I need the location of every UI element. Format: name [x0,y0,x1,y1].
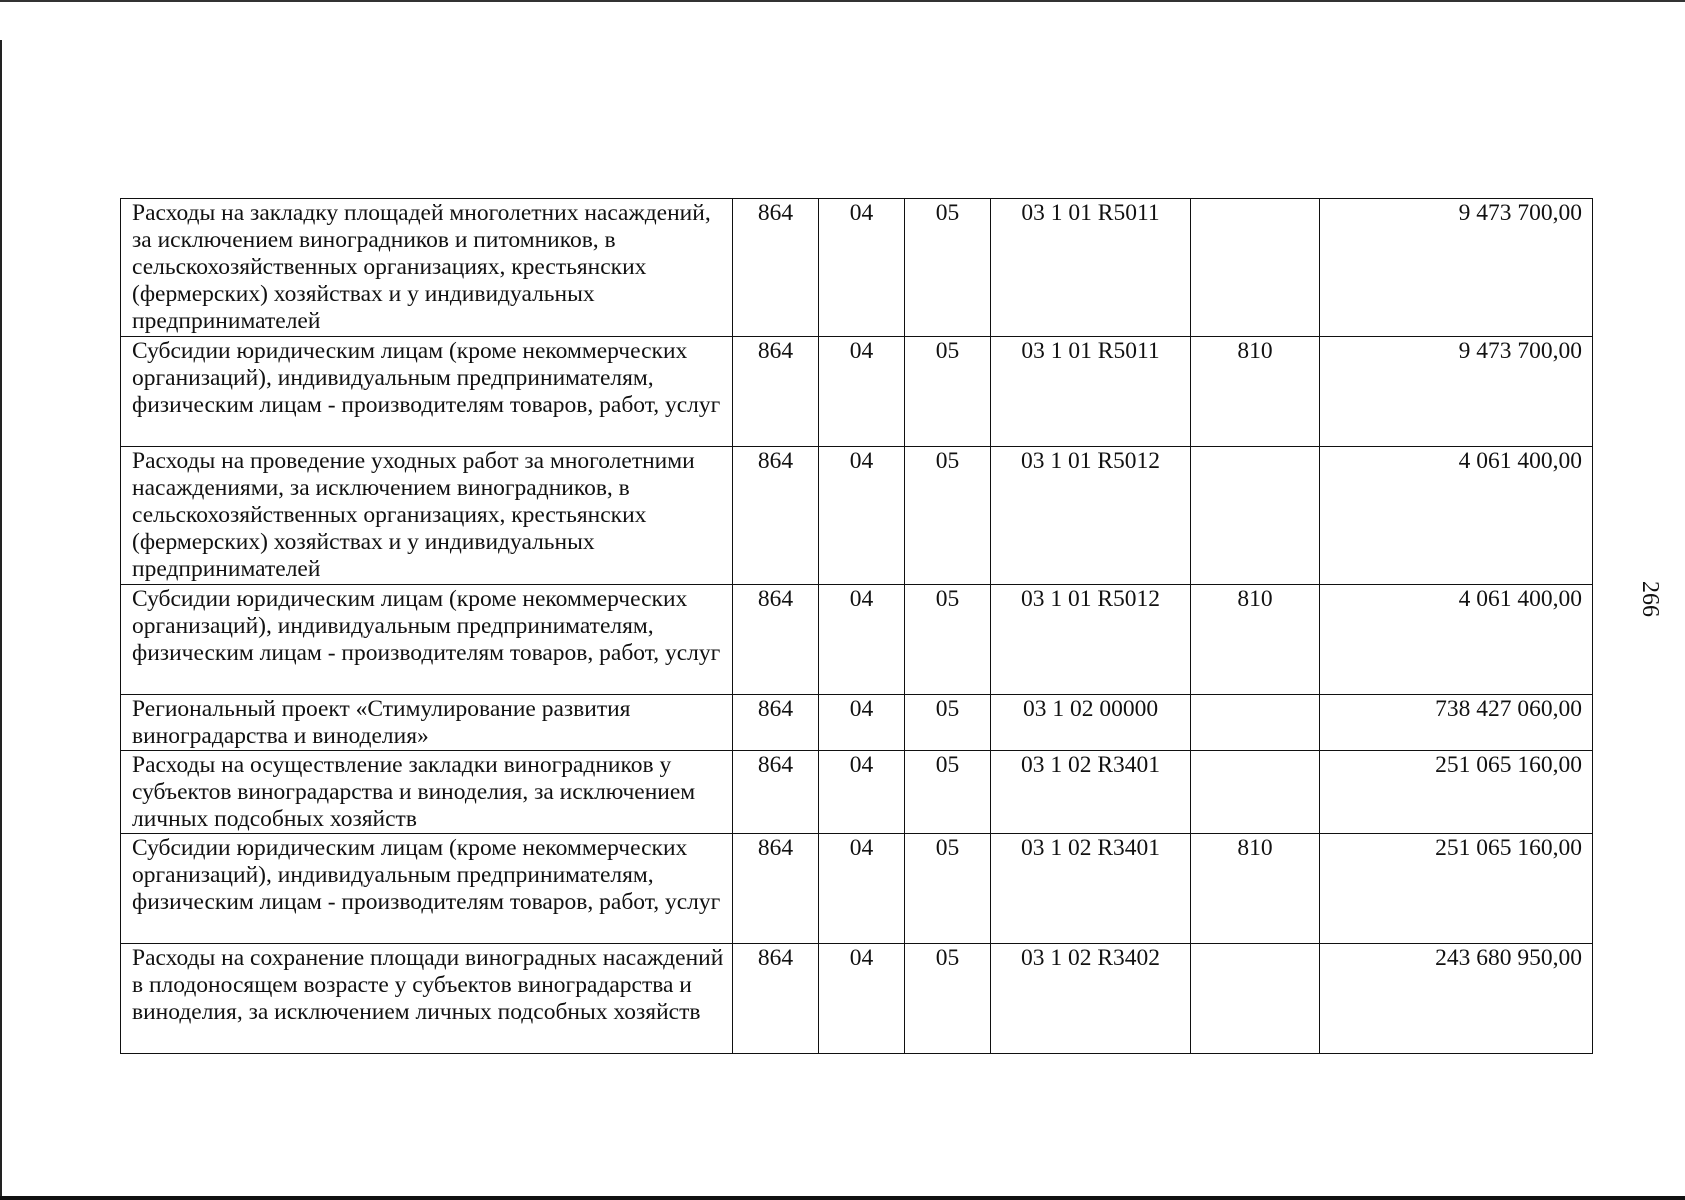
table-row [121,834,1593,944]
amount-value: 738 427 060,00 [1320,695,1593,751]
section-code: 04 [819,585,905,695]
table-row [121,751,1593,834]
ministry-code: 864 [733,834,819,944]
scan-border-bottom [0,1196,1685,1200]
section-code: 04 [819,337,905,447]
table-row [121,585,1593,695]
page-number: 266 [1637,581,1663,617]
subsection-code: 05 [905,751,991,834]
subsection-code: 05 [905,447,991,585]
ministry-code: 864 [733,585,819,695]
table-row [121,944,1593,1054]
expense-type-code: 810 [1191,585,1320,695]
table-row [121,447,1593,585]
target-article-code: 03 1 01 R5011 [991,199,1191,337]
amount-value: 251 065 160,00 [1320,834,1593,944]
ministry-code: 864 [733,695,819,751]
row-description: Расходы на осуществление закладки виноградников у субъектов виноградарства и виноделия, за исключением личных подсобных хозяйств [121,751,733,834]
amount-value: 243 680 950,00 [1320,944,1593,1054]
amount-value: 251 065 160,00 [1320,751,1593,834]
expense-type-code [1191,199,1320,337]
section-code: 04 [819,751,905,834]
target-article-code: 03 1 02 R3402 [991,944,1191,1054]
subsection-code: 05 [905,199,991,337]
section-code: 04 [819,695,905,751]
amount-value: 4 061 400,00 [1320,447,1593,585]
target-article-code: 03 1 02 00000 [991,695,1191,751]
amount-value: 4 061 400,00 [1320,585,1593,695]
row-description: Расходы на закладку площадей многолетних насаждений, за исключением виноградников и питомников, в сельскохозяйственных организациях, крестьянских (фермерских) хозяйствах и у индивидуальных предпринимателей [121,199,733,337]
expense-type-code [1191,447,1320,585]
section-code: 04 [819,447,905,585]
expense-type-code [1191,751,1320,834]
target-article-code: 03 1 01 R5011 [991,337,1191,447]
expense-type-code [1191,695,1320,751]
expense-type-code: 810 [1191,337,1320,447]
section-code: 04 [819,199,905,337]
subsection-code: 05 [905,585,991,695]
row-description: Расходы на проведение уходных работ за многолетними насаждениями, за исключением виноградников, в сельскохозяйственных организациях, крестьянских (фермерских) хозяйствах и у индивидуальных предпринимателей [121,447,733,585]
subsection-code: 05 [905,944,991,1054]
row-description: Региональный проект «Стимулирование развития виноградарства и виноделия» [121,695,733,751]
ministry-code: 864 [733,199,819,337]
expense-type-code: 810 [1191,834,1320,944]
row-description: Субсидии юридическим лицам (кроме некоммерческих организаций), индивидуальным предпринимателям, физическим лицам - производителям товаров, работ, услуг [121,834,733,944]
row-description: Расходы на сохранение площади виноградных насаждений в плодоносящем возрасте у субъектов виноградарства и виноделия, за исключением личных подсобных хозяйств [121,944,733,1054]
ministry-code: 864 [733,751,819,834]
scan-border-top [0,0,1685,2]
target-article-code: 03 1 01 R5012 [991,447,1191,585]
amount-value: 9 473 700,00 [1320,199,1593,337]
table-row [121,337,1593,447]
target-article-code: 03 1 02 R3401 [991,834,1191,944]
target-article-code: 03 1 01 R5012 [991,585,1191,695]
section-code: 04 [819,944,905,1054]
row-description: Субсидии юридическим лицам (кроме некоммерческих организаций), индивидуальным предпринимателям, физическим лицам - производителям товаров, работ, услуг [121,585,733,695]
ministry-code: 864 [733,447,819,585]
budget-expenditure-table [120,198,1593,1054]
amount-value: 9 473 700,00 [1320,337,1593,447]
ministry-code: 864 [733,337,819,447]
expense-type-code [1191,944,1320,1054]
subsection-code: 05 [905,834,991,944]
row-description: Субсидии юридическим лицам (кроме некоммерческих организаций), индивидуальным предпринимателям, физическим лицам - производителям товаров, работ, услуг [121,337,733,447]
target-article-code: 03 1 02 R3401 [991,751,1191,834]
table-row [121,695,1593,751]
ministry-code: 864 [733,944,819,1054]
scan-border-left [0,40,2,1200]
section-code: 04 [819,834,905,944]
subsection-code: 05 [905,695,991,751]
subsection-code: 05 [905,337,991,447]
table-row [121,199,1593,337]
